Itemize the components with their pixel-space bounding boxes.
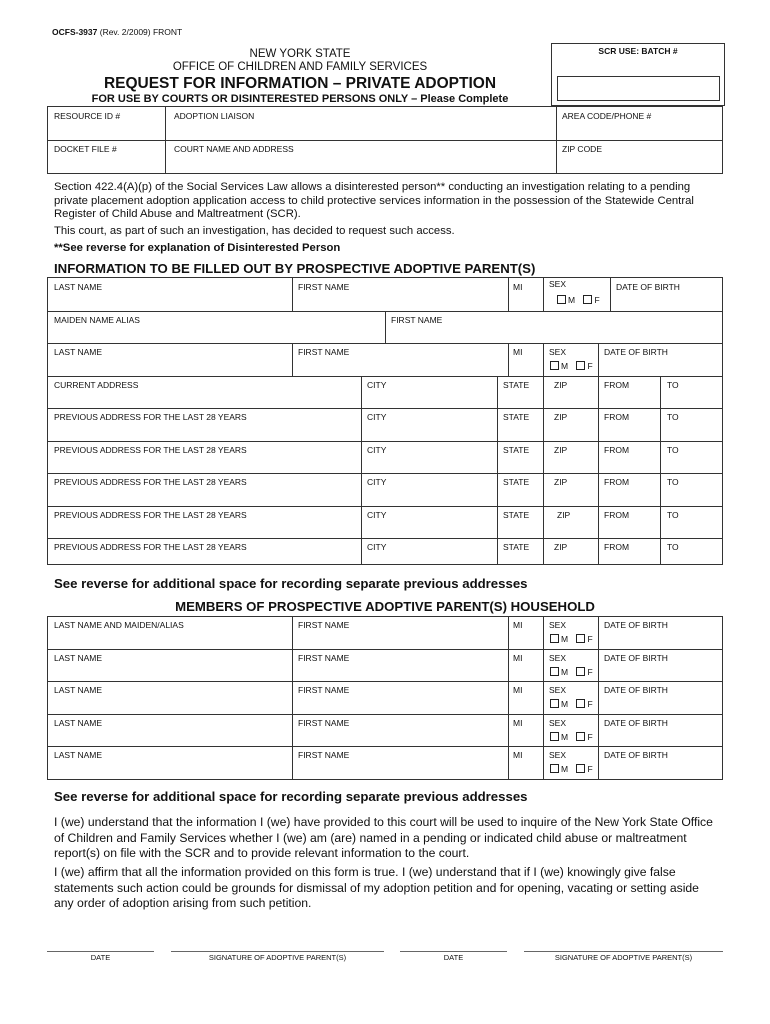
prev-from-1[interactable]: FROM xyxy=(604,412,630,422)
prev-from-4[interactable]: FROM xyxy=(604,510,630,520)
prev-city-1[interactable]: CITY xyxy=(367,412,387,422)
prev-state-4[interactable]: STATE xyxy=(503,510,530,520)
member4-dob[interactable]: DATE OF BIRTH xyxy=(604,718,668,728)
parent2-first-name[interactable]: FIRST NAME xyxy=(298,347,350,357)
state-name: NEW YORK STATE xyxy=(249,48,351,60)
prev-to-1[interactable]: TO xyxy=(667,412,679,422)
member4-first-name[interactable]: FIRST NAME xyxy=(298,718,350,728)
parent2-sex-label: SEX xyxy=(549,347,567,357)
affirmation-paragraph: I (we) affirm that all the information provided on this form is true. I (we) understand that if I (we) knowingly give false statements such action could be grounds for dismissal of my adoption petition and for opening, vacating or setting aside any order of adoption arising from such petition. xyxy=(54,865,699,911)
maiden-first-name[interactable]: FIRST NAME xyxy=(391,315,443,325)
member1-last-name[interactable]: LAST NAME AND MAIDEN/ALIAS xyxy=(54,620,184,630)
parent1-last-name[interactable]: LAST NAME xyxy=(54,282,103,292)
member1-sex-label: SEX xyxy=(549,620,567,630)
parent1-first-name[interactable]: FIRST NAME xyxy=(298,282,350,292)
member1-female-checkbox[interactable] xyxy=(576,634,585,643)
member1-mi[interactable]: MI xyxy=(513,620,523,630)
prev-from-2[interactable]: FROM xyxy=(604,445,630,455)
member4-female-checkbox[interactable] xyxy=(576,732,585,741)
parent1-sex-options: M F xyxy=(557,295,600,305)
member2-sex-label: SEX xyxy=(549,653,567,663)
member2-male-checkbox[interactable] xyxy=(550,667,559,676)
member3-sex-options: M F xyxy=(550,699,593,709)
member5-last-name[interactable]: LAST NAME xyxy=(54,750,103,760)
scr-use-box xyxy=(551,43,725,106)
member1-dob[interactable]: DATE OF BIRTH xyxy=(604,620,668,630)
court-text: This court, as part of such an investigation, has decided to request such access. xyxy=(54,225,455,237)
current-state[interactable]: STATE xyxy=(503,380,530,390)
see-reverse-disinterested: **See reverse for explanation of Disinterested Person xyxy=(54,242,341,254)
member5-dob[interactable]: DATE OF BIRTH xyxy=(604,750,668,760)
member2-sex-options: M F xyxy=(550,667,593,677)
area-code-phone-field[interactable]: AREA CODE/PHONE # xyxy=(562,111,652,121)
addresses-note-2: See reverse for additional space for recording separate previous addresses xyxy=(54,789,528,804)
parent1-sex-label: SEX xyxy=(549,279,567,289)
member4-sex-options: M F xyxy=(550,732,593,742)
member5-sex-label: SEX xyxy=(549,750,567,760)
parent1-dob[interactable]: DATE OF BIRTH xyxy=(616,282,680,292)
parent2-sex-options: M F xyxy=(550,361,593,371)
court-name-address-field[interactable]: COURT NAME AND ADDRESS xyxy=(174,144,294,154)
addresses-note-1: See reverse for additional space for recording separate previous addresses xyxy=(54,576,528,591)
member1-sex-options: M F xyxy=(550,634,593,644)
current-to[interactable]: TO xyxy=(667,380,679,390)
form-subtitle: FOR USE BY COURTS OR DISINTERESTED PERSONS ONLY – Please Complete xyxy=(91,93,509,105)
member4-sex-label: SEX xyxy=(549,718,567,728)
parent2-last-name[interactable]: LAST NAME xyxy=(54,347,103,357)
prev-from-3[interactable]: FROM xyxy=(604,477,630,487)
member3-male-checkbox[interactable] xyxy=(550,699,559,708)
member3-female-checkbox[interactable] xyxy=(576,699,585,708)
docket-file-field[interactable]: DOCKET FILE # xyxy=(54,144,117,154)
prev-address-1[interactable]: PREVIOUS ADDRESS FOR THE LAST 28 YEARS xyxy=(54,412,247,422)
prev-address-3[interactable]: PREVIOUS ADDRESS FOR THE LAST 28 YEARS xyxy=(54,477,247,487)
member5-first-name[interactable]: FIRST NAME xyxy=(298,750,350,760)
member2-first-name[interactable]: FIRST NAME xyxy=(298,653,350,663)
member4-last-name[interactable]: LAST NAME xyxy=(54,718,103,728)
prev-city-3[interactable]: CITY xyxy=(367,477,387,487)
member3-mi[interactable]: MI xyxy=(513,685,523,695)
date-label-1[interactable]: DATE xyxy=(90,953,111,962)
prev-zip-4[interactable]: ZIP xyxy=(557,510,571,520)
member3-last-name[interactable]: LAST NAME xyxy=(54,685,103,695)
prev-zip-5[interactable]: ZIP xyxy=(554,542,568,552)
member1-male-checkbox[interactable] xyxy=(550,634,559,643)
form-id-line xyxy=(52,27,182,37)
prev-city-5[interactable]: CITY xyxy=(367,542,387,552)
parent2-dob[interactable]: DATE OF BIRTH xyxy=(604,347,668,357)
prev-state-5[interactable]: STATE xyxy=(503,542,530,552)
scr-use-label: SCR USE: BATCH # xyxy=(598,46,678,56)
parent2-male-checkbox[interactable] xyxy=(550,361,559,370)
member2-last-name[interactable]: LAST NAME xyxy=(54,653,103,663)
signature-label-2[interactable]: SIGNATURE OF ADOPTIVE PARENT(S) xyxy=(554,953,693,962)
understanding-paragraph: I (we) understand that the information I (we) have provided to this court will be used to inquire of the New York State Office of Children and Family Services whether I (we) am (are) named in a pending or indicated child abuse or maltreatment report(s) on file with the SCR and to provide relevant information to the court. xyxy=(54,815,713,861)
member4-male-checkbox[interactable] xyxy=(550,732,559,741)
prev-city-4[interactable]: CITY xyxy=(367,510,387,520)
member3-sex-label: SEX xyxy=(549,685,567,695)
prev-address-4[interactable]: PREVIOUS ADDRESS FOR THE LAST 28 YEARS xyxy=(54,510,247,520)
prev-address-5[interactable]: PREVIOUS ADDRESS FOR THE LAST 28 YEARS xyxy=(54,542,247,552)
signature-label-1[interactable]: SIGNATURE OF ADOPTIVE PARENT(S) xyxy=(208,953,347,962)
parent1-mi[interactable]: MI xyxy=(513,282,523,292)
adoption-liaison-field[interactable]: ADOPTION LIAISON xyxy=(174,111,255,121)
office-name: OFFICE OF CHILDREN AND FAMILY SERVICES xyxy=(172,61,428,73)
scr-batch-field[interactable] xyxy=(557,76,720,101)
maiden-name-alias[interactable]: MAIDEN NAME ALIAS xyxy=(54,315,140,325)
prev-to-5[interactable]: TO xyxy=(667,542,679,552)
member5-female-checkbox[interactable] xyxy=(576,764,585,773)
member5-sex-options: M F xyxy=(550,764,593,774)
parents-heading: INFORMATION TO BE FILLED OUT BY PROSPECTIVE ADOPTIVE PARENT(S) xyxy=(54,261,536,276)
current-from[interactable]: FROM xyxy=(604,380,630,390)
parent2-mi[interactable]: MI xyxy=(513,347,523,357)
section-text: Section 422.4(A)(p) of the Social Services Law allows a disinterested person** conducting an investigation relating to a pending private placement adoption application access to child protective services information in the possession of the Statewide Central Register of Child Abuse and Maltreatment (SCR). xyxy=(54,181,694,221)
prev-zip-1[interactable]: ZIP xyxy=(554,412,568,422)
member5-mi[interactable]: MI xyxy=(513,750,523,760)
form-title: REQUEST FOR INFORMATION – PRIVATE ADOPTION xyxy=(103,75,497,92)
resource-id-field[interactable]: RESOURCE ID # xyxy=(54,111,121,121)
member2-female-checkbox[interactable] xyxy=(576,667,585,676)
prev-from-5[interactable]: FROM xyxy=(604,542,630,552)
prev-state-2[interactable]: STATE xyxy=(503,445,530,455)
current-zip[interactable]: ZIP xyxy=(554,380,568,390)
prev-state-1[interactable]: STATE xyxy=(503,412,530,422)
parent2-female-checkbox[interactable] xyxy=(576,361,585,370)
member3-first-name[interactable]: FIRST NAME xyxy=(298,685,350,695)
prev-address-2[interactable]: PREVIOUS ADDRESS FOR THE LAST 28 YEARS xyxy=(54,445,247,455)
prev-zip-2[interactable]: ZIP xyxy=(554,445,568,455)
member2-dob[interactable]: DATE OF BIRTH xyxy=(604,653,668,663)
zip-code-field[interactable]: ZIP CODE xyxy=(562,144,602,154)
prev-to-2[interactable]: TO xyxy=(667,445,679,455)
member2-mi[interactable]: MI xyxy=(513,653,523,663)
household-heading: MEMBERS OF PROSPECTIVE ADOPTIVE PARENT(S) HOUSEHOLD xyxy=(175,599,595,614)
form-revision: (Rev. 2/2009) FRONT xyxy=(99,27,183,37)
member1-first-name[interactable]: FIRST NAME xyxy=(298,620,350,630)
member3-dob[interactable]: DATE OF BIRTH xyxy=(604,685,668,695)
prev-to-4[interactable]: TO xyxy=(667,510,679,520)
member5-male-checkbox[interactable] xyxy=(550,764,559,773)
form-id: OCFS-3937 xyxy=(52,27,98,37)
parent1-male-checkbox[interactable] xyxy=(557,295,566,304)
prev-zip-3[interactable]: ZIP xyxy=(554,477,568,487)
parent1-female-checkbox[interactable] xyxy=(583,295,592,304)
prev-state-3[interactable]: STATE xyxy=(503,477,530,487)
member4-mi[interactable]: MI xyxy=(513,718,523,728)
prev-to-3[interactable]: TO xyxy=(667,477,679,487)
date-label-2[interactable]: DATE xyxy=(443,953,464,962)
current-address[interactable]: CURRENT ADDRESS xyxy=(54,380,139,390)
current-city[interactable]: CITY xyxy=(367,380,387,390)
prev-city-2[interactable]: CITY xyxy=(367,445,387,455)
